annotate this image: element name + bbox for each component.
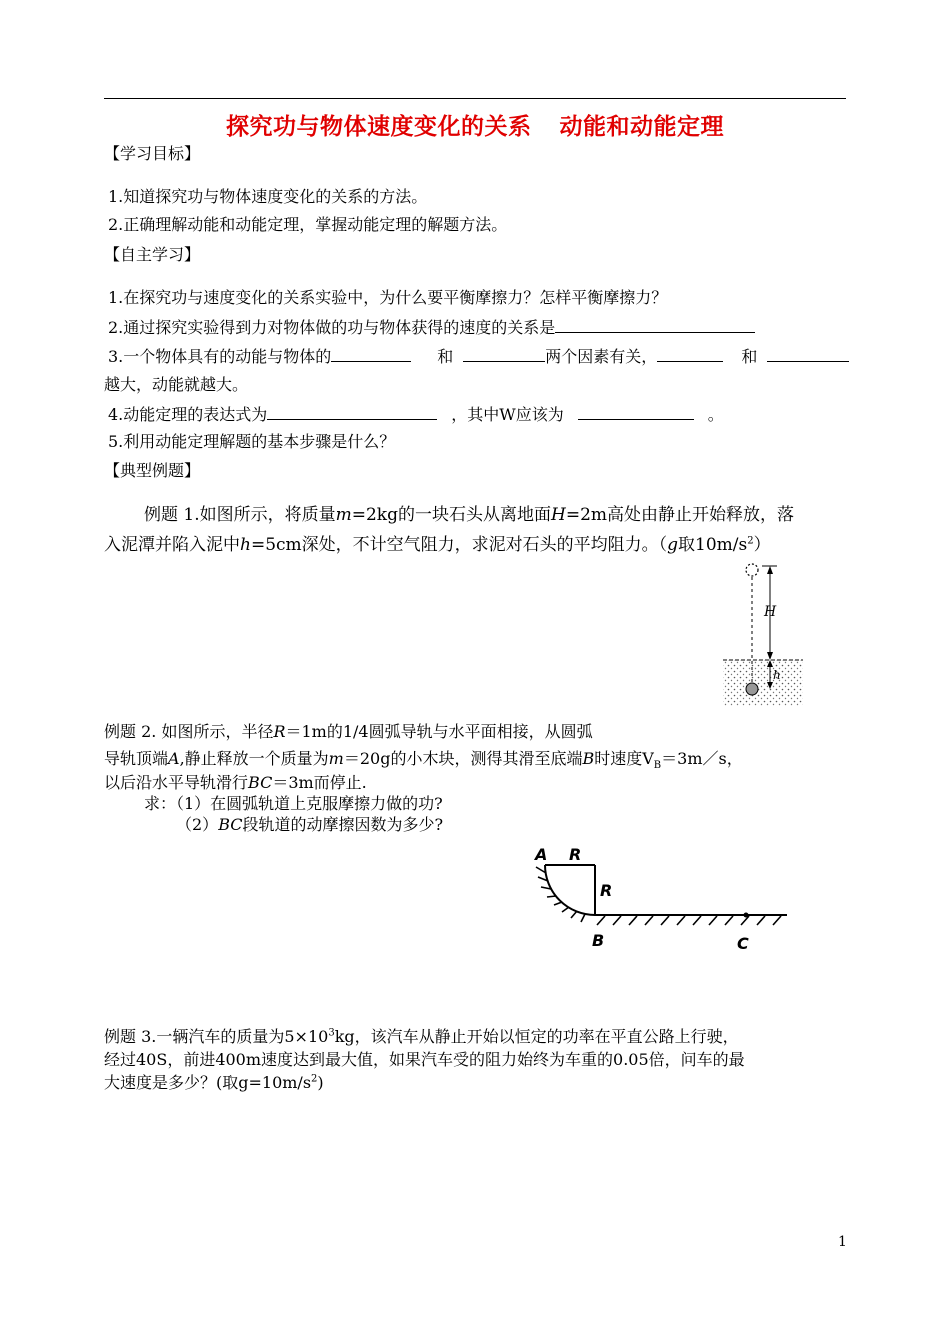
title-left: 探究功与物体速度变化的关系 xyxy=(226,113,532,140)
self-study-q3: 3.一个物体具有的动能与物体的 和 两个因素有关， 和 xyxy=(108,343,849,367)
label-R-top: R xyxy=(569,845,582,864)
answer-blank[interactable] xyxy=(657,343,723,362)
label-h: h xyxy=(773,668,781,682)
answer-blank[interactable] xyxy=(767,343,849,362)
self-study-q3-cont: 越大，动能就越大。 xyxy=(104,375,249,394)
arrow-up xyxy=(767,566,773,574)
example3-line3: 大速度是多少？(取$g=10m/s^2$) xyxy=(104,1073,324,1092)
arc-track-diagram xyxy=(525,843,795,958)
label-C: C xyxy=(737,934,749,953)
goal-2: 2.正确理解动能和动能定理，掌握动能定理的解题方法。 xyxy=(108,215,508,234)
label-R-side: R xyxy=(600,881,613,900)
mud-region xyxy=(723,660,803,706)
example2-ask1: 求：（1）在圆弧轨道上克服摩擦力做的功? xyxy=(144,794,443,813)
answer-blank[interactable] xyxy=(555,314,755,333)
ground-hatch xyxy=(597,916,781,925)
goal-1: 1.知道探究功与物体速度变化的关系的方法。 xyxy=(108,187,428,206)
page-number: 1 xyxy=(838,1234,847,1250)
answer-blank[interactable] xyxy=(267,401,437,420)
stone-end xyxy=(746,683,758,695)
example1-line1: 例题 1.如图所示，将质量m=2kg的一块石头从离地面H=2m高处由静止开始释放，落 xyxy=(144,505,795,525)
answer-blank[interactable] xyxy=(463,343,545,362)
label-A: A xyxy=(535,845,548,864)
example2-line2: 导轨顶端A,静止释放一个质量为m＝20g的小木块，测得其滑至底端B时速度$V_B=3m/s$， xyxy=(104,749,743,772)
example3-line2: 经过40S，前进400m速度达到最大值，如果汽车受的阻力始终为车重的0.05倍，问车的最 xyxy=(104,1050,745,1069)
self-study-q2: 2.通过探究实验得到力对物体做的功与物体获得的速度的关系是 xyxy=(108,314,755,338)
self-study-q1: 1.在探究功与速度变化的关系实验中，为什么要平衡摩擦力？怎样平衡摩擦力？ xyxy=(108,288,668,307)
stone-start xyxy=(746,564,758,576)
header-rule xyxy=(104,98,846,99)
section-self-study: 【自主学习】 xyxy=(104,245,201,264)
arc-track xyxy=(545,865,595,915)
title-right: 动能和动能定理 xyxy=(559,113,724,140)
answer-blank[interactable] xyxy=(331,343,411,362)
page-title xyxy=(0,108,950,141)
stone-fall-diagram xyxy=(715,556,815,711)
arc-hatch xyxy=(536,867,585,922)
example2-line1: 例题 2. 如图所示，半径R＝1m的1/4圆弧导轨与水平面相接，从圆弧 xyxy=(104,722,593,741)
section-examples: 【典型例题】 xyxy=(104,461,201,480)
example3-line1: 例题 3.一辆汽车的质量为$5\times 10^3kg$，该汽车从静止开始以恒定的功率在平直公路上行驶， xyxy=(104,1027,739,1046)
point-C xyxy=(744,913,749,918)
example1-line2: 入泥潭并陷入泥中h=5cm深处，不计空气阻力，求泥对石头的平均阻力。（g取$10m/s^2$） xyxy=(104,535,771,555)
label-H: H xyxy=(764,604,777,620)
label-B: B xyxy=(592,931,605,950)
example2-line3: 以后沿水平导轨滑行BC＝3m而停止. xyxy=(104,773,367,792)
self-study-q5: 5.利用动能定理解题的基本步骤是什么？ xyxy=(108,432,396,451)
self-study-q4: 4.动能定理的表达式为 ，其中W应该为 。 xyxy=(108,401,724,425)
arrow-down xyxy=(767,652,773,660)
section-goals: 【学习目标】 xyxy=(104,144,201,163)
example2-ask2: （2）BC段轨道的动摩擦因数为多少? xyxy=(176,815,444,834)
answer-blank[interactable] xyxy=(578,401,694,420)
